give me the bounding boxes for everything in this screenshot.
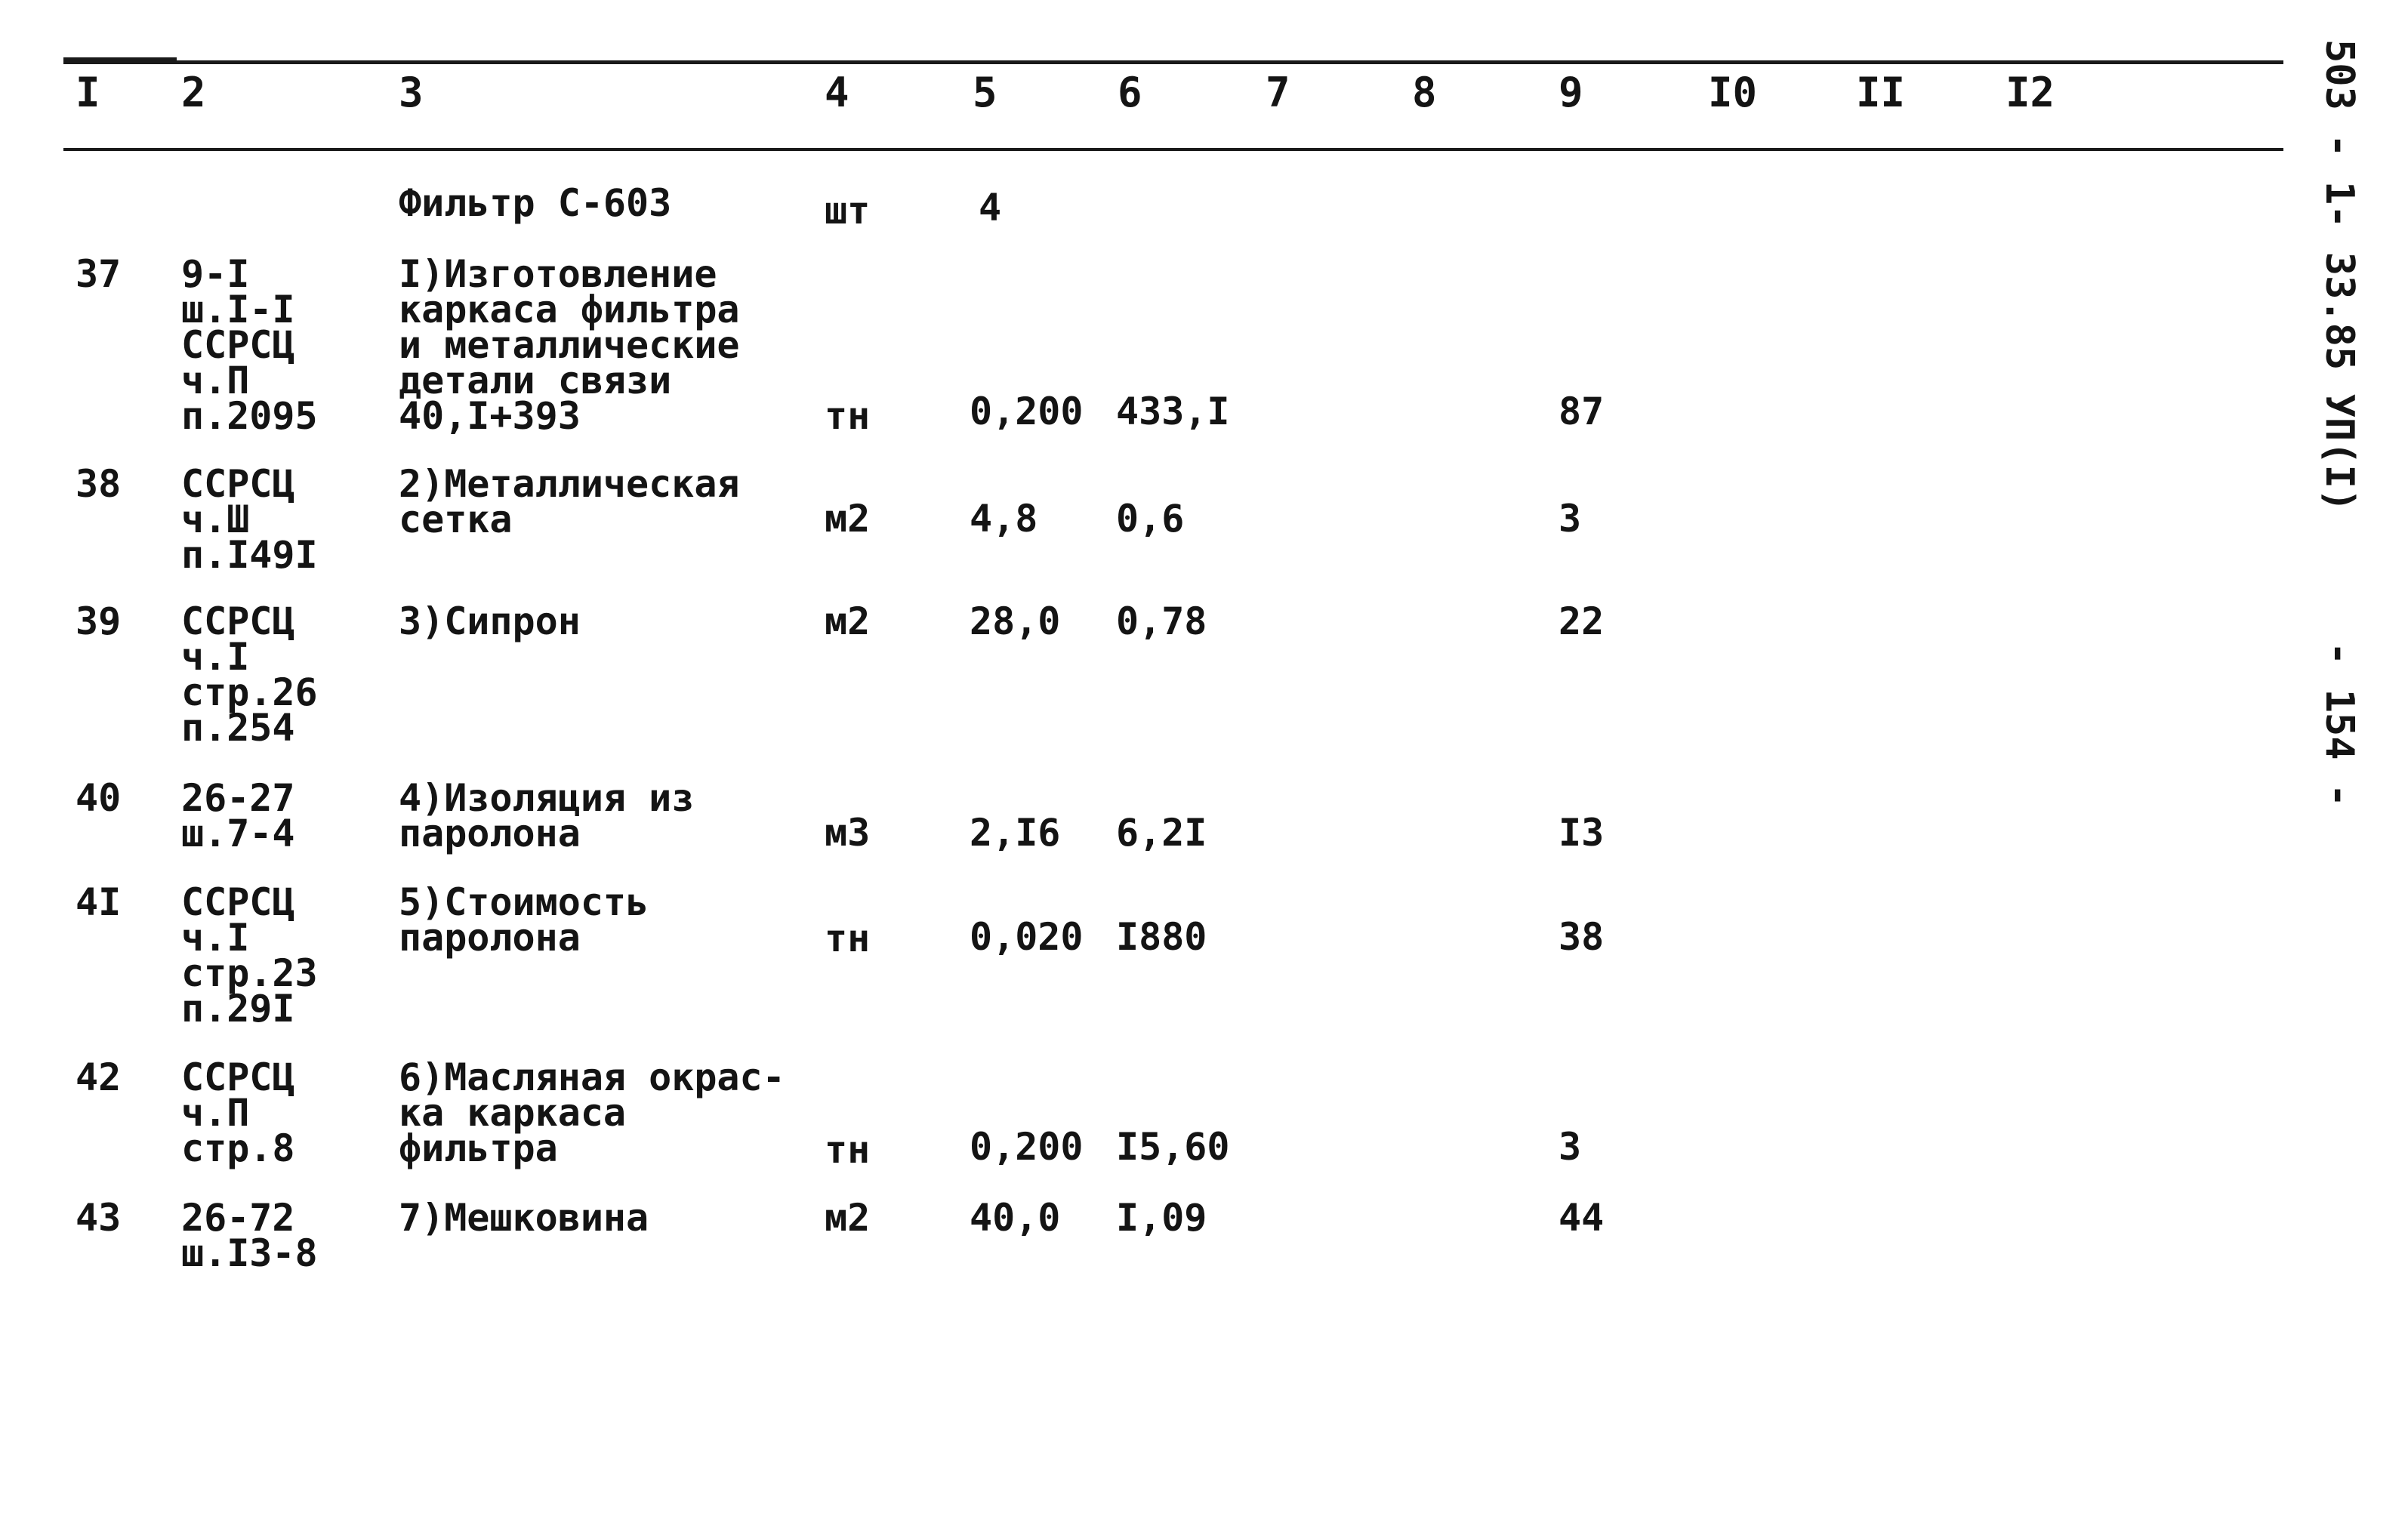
row-description: 5)Стоимость паролона xyxy=(399,880,649,960)
column-header-5: 5 xyxy=(973,69,997,116)
row-price: I880 xyxy=(1116,915,1207,959)
row-reference: ССРСЦ ч.Ш п.I49I xyxy=(181,462,318,577)
document-code: 503 - 1- 33.85 УП(I) xyxy=(2317,39,2362,513)
column-header-12: I2 xyxy=(2006,69,2055,116)
column-header-9: 9 xyxy=(1559,69,1583,116)
row-price: 0,6 xyxy=(1116,497,1185,541)
row-quantity: 40,0 xyxy=(970,1196,1061,1240)
row-price: I,09 xyxy=(1116,1196,1207,1240)
section-unit: шт xyxy=(825,189,871,233)
row-quantity: 2,I6 xyxy=(970,811,1061,855)
row-description: 3)Сипрон xyxy=(399,599,581,643)
row-reference: ССРСЦ ч.I стр.23 п.29I xyxy=(181,880,318,1031)
row-number: 4I xyxy=(76,880,122,924)
row-reference: 26-27 ш.7-4 xyxy=(181,776,295,855)
section-qty: 4 xyxy=(979,186,1002,230)
row-quantity: 0,200 xyxy=(970,390,1084,433)
row-description: I)Изготовление каркаса фильтра и металлические детали связи 40,I+393 xyxy=(399,252,740,438)
row-unit: м3 xyxy=(825,811,871,855)
row-price: I5,60 xyxy=(1116,1125,1230,1169)
row-unit: тн xyxy=(825,917,871,960)
row-description: 6)Масляная окрас- ка каркаса фильтра xyxy=(399,1055,785,1170)
column-header-10: I0 xyxy=(1708,69,1758,116)
column-header-3: 3 xyxy=(399,69,424,116)
row-quantity: 0,020 xyxy=(970,915,1084,959)
header-bottom-rule xyxy=(63,148,2283,151)
row-unit: тн xyxy=(825,1128,871,1172)
row-number: 39 xyxy=(76,599,122,643)
row-description: 7)Мешковина xyxy=(399,1196,649,1240)
column-header-2: 2 xyxy=(181,69,206,116)
row-reference: 26-72 ш.I3-8 xyxy=(181,1196,318,1275)
column-header-11: II xyxy=(1856,69,1906,116)
row-unit: тн xyxy=(825,394,871,438)
row-unit: м2 xyxy=(825,497,871,541)
row-total: 3 xyxy=(1559,1125,1582,1169)
row-number: 37 xyxy=(76,252,122,296)
column-header-8: 8 xyxy=(1412,69,1437,116)
row-total: 38 xyxy=(1559,915,1605,959)
row-price: 6,2I xyxy=(1116,811,1207,855)
row-total: I3 xyxy=(1559,811,1605,855)
row-unit: м2 xyxy=(825,1196,871,1240)
page-number: - 154 - xyxy=(2317,642,2362,808)
row-quantity: 4,8 xyxy=(970,497,1038,541)
row-description: 2)Металлическая сетка xyxy=(399,462,740,541)
row-price: 0,78 xyxy=(1116,599,1207,643)
row-number: 42 xyxy=(76,1055,122,1099)
row-number: 38 xyxy=(76,462,122,506)
row-reference: ССРСЦ ч.П стр.8 xyxy=(181,1055,295,1170)
row-total: 22 xyxy=(1559,599,1605,643)
row-total: 44 xyxy=(1559,1196,1605,1240)
column-header-1: I xyxy=(76,69,100,116)
row-quantity: 0,200 xyxy=(970,1125,1084,1169)
row-reference: 9-I ш.I-I ССРСЦ ч.П п.2095 xyxy=(181,252,318,438)
row-number: 40 xyxy=(76,776,122,820)
row-number: 43 xyxy=(76,1196,122,1240)
column-header-7: 7 xyxy=(1266,69,1290,116)
row-total: 87 xyxy=(1559,390,1605,433)
row-reference: ССРСЦ ч.I стр.26 п.254 xyxy=(181,599,318,750)
column-header-4: 4 xyxy=(825,69,849,116)
section-title: Фильтр С-603 xyxy=(399,181,672,225)
column-header-6: 6 xyxy=(1118,69,1142,116)
row-description: 4)Изоляция из паролона xyxy=(399,776,695,855)
row-total: 3 xyxy=(1559,497,1582,541)
row-price: 433,I xyxy=(1116,390,1230,433)
row-quantity: 28,0 xyxy=(970,599,1061,643)
top-rule xyxy=(63,60,2283,64)
row-unit: м2 xyxy=(825,599,871,643)
